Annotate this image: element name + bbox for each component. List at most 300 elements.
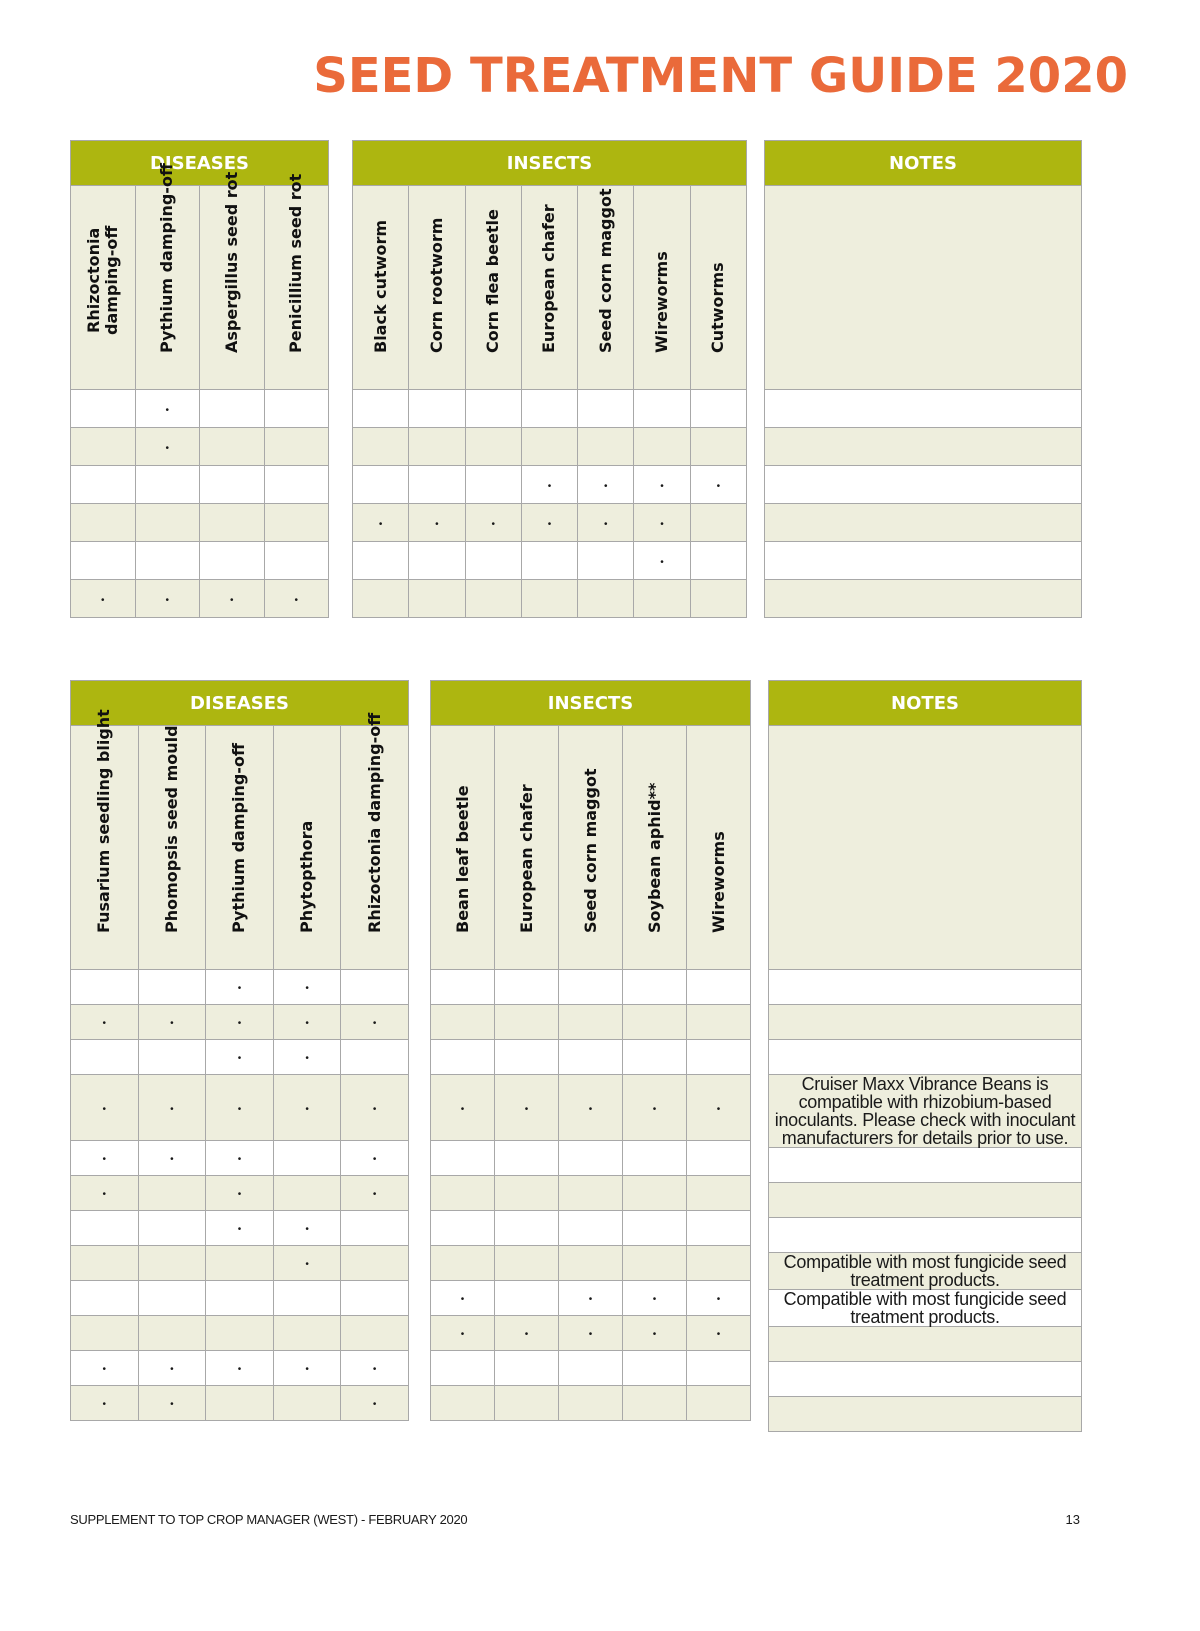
empty-cell xyxy=(71,542,136,580)
table-row xyxy=(431,1075,751,1141)
empty-cell xyxy=(495,1176,559,1211)
empty-cell xyxy=(71,504,136,542)
column-label: Cutworms xyxy=(708,262,728,353)
checkmark-cell xyxy=(578,504,634,542)
bullet-icon xyxy=(165,397,169,417)
empty-cell xyxy=(138,1040,206,1075)
empty-cell xyxy=(690,580,746,618)
table-row xyxy=(769,1148,1082,1183)
bullet-icon xyxy=(589,1286,593,1306)
checkmark-cell xyxy=(578,466,634,504)
empty-cell xyxy=(495,1351,559,1386)
checkmark-cell xyxy=(206,1005,274,1040)
empty-cell xyxy=(495,1281,559,1316)
empty-cell xyxy=(465,466,521,504)
bullet-icon xyxy=(238,1045,242,1065)
checkmark-cell xyxy=(206,1211,274,1246)
empty-cell xyxy=(431,970,495,1005)
bullet-icon xyxy=(717,473,721,493)
bullet-icon xyxy=(717,1286,721,1306)
bullet-icon xyxy=(717,1096,721,1116)
top-notes-header: NOTES xyxy=(765,141,1082,186)
checkmark-cell xyxy=(135,580,200,618)
bullet-icon xyxy=(103,1356,107,1376)
table-row xyxy=(765,504,1082,542)
table-row xyxy=(769,1218,1082,1253)
checkmark-cell xyxy=(341,1386,409,1421)
table-row xyxy=(765,428,1082,466)
empty-cell xyxy=(623,1005,687,1040)
empty-cell xyxy=(353,580,409,618)
column-header xyxy=(138,726,206,970)
column-header xyxy=(559,726,623,970)
empty-cell xyxy=(578,542,634,580)
empty-cell xyxy=(578,390,634,428)
empty-cell xyxy=(71,466,136,504)
bullet-icon xyxy=(103,1146,107,1166)
bullet-icon xyxy=(170,1356,174,1376)
table-row xyxy=(71,1281,409,1316)
table-row xyxy=(765,542,1082,580)
empty-cell xyxy=(264,542,329,580)
bullet-icon xyxy=(238,1216,242,1236)
checkmark-cell xyxy=(206,970,274,1005)
bullet-icon xyxy=(525,1096,529,1116)
empty-cell xyxy=(521,390,577,428)
bullet-icon xyxy=(305,1251,309,1271)
empty-cell xyxy=(135,504,200,542)
checkmark-cell xyxy=(623,1281,687,1316)
checkmark-cell xyxy=(559,1316,623,1351)
table-row xyxy=(431,1281,751,1316)
bullet-icon xyxy=(548,473,552,493)
table-row xyxy=(431,1386,751,1421)
empty-cell xyxy=(264,428,329,466)
table-row xyxy=(71,1246,409,1281)
bullet-icon xyxy=(305,1356,309,1376)
checkmark-cell xyxy=(687,1075,751,1141)
empty-cell xyxy=(687,1141,751,1176)
empty-cell xyxy=(71,1040,139,1075)
note-cell xyxy=(765,428,1082,466)
table-row xyxy=(71,970,409,1005)
bullet-icon xyxy=(660,473,664,493)
empty-cell xyxy=(409,390,465,428)
table-row xyxy=(71,580,329,618)
bullet-icon xyxy=(294,587,298,607)
empty-cell xyxy=(623,970,687,1005)
checkmark-cell xyxy=(71,1141,139,1176)
table-row xyxy=(71,1005,409,1040)
table-row xyxy=(71,1040,409,1075)
empty-cell xyxy=(687,1211,751,1246)
checkmark-cell xyxy=(71,1351,139,1386)
note-cell xyxy=(765,390,1082,428)
empty-cell xyxy=(690,542,746,580)
bullet-icon xyxy=(660,549,664,569)
table-row xyxy=(71,542,329,580)
column-header xyxy=(71,709,139,970)
checkmark-cell xyxy=(341,1075,409,1141)
empty-cell xyxy=(71,1246,139,1281)
empty-cell xyxy=(431,1386,495,1421)
bullet-icon xyxy=(238,1146,242,1166)
checkmark-cell xyxy=(273,1351,341,1386)
table-row xyxy=(765,466,1082,504)
empty-cell xyxy=(465,428,521,466)
note-cell xyxy=(769,1218,1082,1253)
empty-cell xyxy=(690,428,746,466)
column-header xyxy=(431,726,495,970)
checkmark-cell xyxy=(71,1176,139,1211)
checkmark-cell xyxy=(206,1075,274,1141)
checkmark-cell xyxy=(71,1075,139,1141)
column-label: Aspergillus seed rot xyxy=(221,171,241,353)
table-row xyxy=(765,390,1082,428)
bullet-icon xyxy=(101,587,105,607)
bullet-icon xyxy=(165,435,169,455)
checkmark-cell xyxy=(273,970,341,1005)
bullet-icon xyxy=(660,511,664,531)
bullet-icon xyxy=(589,1096,593,1116)
empty-cell xyxy=(273,1316,341,1351)
checkmark-cell xyxy=(495,1075,559,1141)
top-notes-table xyxy=(764,140,1082,618)
empty-cell xyxy=(623,1211,687,1246)
empty-cell xyxy=(623,1246,687,1281)
bullet-icon xyxy=(373,1356,377,1376)
empty-cell xyxy=(135,542,200,580)
table-row xyxy=(769,1362,1082,1397)
column-label: Rhizoctonia damping-off xyxy=(364,712,384,933)
checkmark-cell xyxy=(273,1246,341,1281)
empty-cell xyxy=(273,1386,341,1421)
checkmark-cell xyxy=(341,1005,409,1040)
column-label: European chafer xyxy=(516,784,536,933)
column-label: Wireworms xyxy=(652,251,672,353)
checkmark-cell xyxy=(135,428,200,466)
empty-cell xyxy=(71,1211,139,1246)
column-header xyxy=(409,186,465,390)
empty-cell xyxy=(200,466,265,504)
empty-cell xyxy=(431,1141,495,1176)
empty-cell xyxy=(578,580,634,618)
column-label: Rhizoctonia damping-off xyxy=(83,225,121,335)
table-row xyxy=(769,1290,1082,1327)
empty-cell xyxy=(264,504,329,542)
note-cell xyxy=(769,1005,1082,1040)
column-header xyxy=(353,186,409,390)
top-insects-table xyxy=(352,140,747,618)
column-label: Corn rootworm xyxy=(426,217,446,353)
empty-cell xyxy=(687,1246,751,1281)
empty-cell xyxy=(559,1040,623,1075)
checkmark-cell xyxy=(273,1075,341,1141)
empty-cell xyxy=(353,542,409,580)
bullet-icon xyxy=(461,1321,465,1341)
top-insects-header: INSECTS xyxy=(353,141,747,186)
column-label: Wireworms xyxy=(708,831,728,933)
checkmark-cell xyxy=(559,1281,623,1316)
bullet-icon xyxy=(170,1096,174,1116)
table-row xyxy=(431,1005,751,1040)
bullet-icon xyxy=(103,1181,107,1201)
bullet-icon xyxy=(170,1391,174,1411)
empty-cell xyxy=(623,1351,687,1386)
empty-cell xyxy=(521,580,577,618)
empty-cell xyxy=(465,542,521,580)
note-cell xyxy=(769,1397,1082,1432)
empty-cell xyxy=(559,1176,623,1211)
empty-cell xyxy=(71,970,139,1005)
checkmark-cell xyxy=(521,504,577,542)
checkmark-cell xyxy=(138,1386,206,1421)
empty-cell xyxy=(634,428,690,466)
note-cell xyxy=(765,542,1082,580)
bullet-icon xyxy=(238,1096,242,1116)
checkmark-cell xyxy=(200,580,265,618)
checkmark-cell xyxy=(138,1075,206,1141)
table-row xyxy=(431,1211,751,1246)
notes-column-header xyxy=(765,186,1082,390)
column-label: Penicillium seed rot xyxy=(286,173,306,353)
bullet-icon xyxy=(604,473,608,493)
checkmark-cell xyxy=(623,1075,687,1141)
bullet-icon xyxy=(589,1321,593,1341)
empty-cell xyxy=(431,1211,495,1246)
checkmark-cell xyxy=(71,580,136,618)
empty-cell xyxy=(341,1211,409,1246)
checkmark-cell xyxy=(138,1141,206,1176)
bullet-icon xyxy=(373,1146,377,1166)
bottom-notes-table xyxy=(768,680,1082,1432)
empty-cell xyxy=(138,1246,206,1281)
checkmark-cell xyxy=(495,1316,559,1351)
checkmark-cell xyxy=(138,1351,206,1386)
table-row xyxy=(769,970,1082,1005)
footer-page-number: 13 xyxy=(1065,1512,1080,1527)
checkmark-cell xyxy=(273,1040,341,1075)
table-row xyxy=(353,580,747,618)
empty-cell xyxy=(264,466,329,504)
table-row xyxy=(71,1386,409,1421)
notes-column-header xyxy=(769,726,1082,970)
checkmark-cell xyxy=(559,1075,623,1141)
checkmark-cell xyxy=(431,1316,495,1351)
table-row xyxy=(353,390,747,428)
empty-cell xyxy=(71,428,136,466)
bullet-icon xyxy=(305,1216,309,1236)
table-row xyxy=(71,504,329,542)
bullet-icon xyxy=(165,587,169,607)
empty-cell xyxy=(138,1176,206,1211)
checkmark-cell xyxy=(71,1005,139,1040)
checkmark-cell xyxy=(341,1351,409,1386)
column-header xyxy=(200,171,265,390)
column-label: Phomopsis seed mould xyxy=(161,725,181,933)
checkmark-cell xyxy=(690,466,746,504)
bullet-icon xyxy=(238,1010,242,1030)
empty-cell xyxy=(687,1040,751,1075)
empty-cell xyxy=(341,1281,409,1316)
empty-cell xyxy=(409,428,465,466)
empty-cell xyxy=(623,1176,687,1211)
table-row xyxy=(431,1351,751,1386)
empty-cell xyxy=(465,580,521,618)
bullet-icon xyxy=(305,1010,309,1030)
column-label: Black cutworm xyxy=(370,219,390,353)
column-label: Bean leaf beetle xyxy=(452,785,472,933)
table-row xyxy=(71,1211,409,1246)
empty-cell xyxy=(341,1040,409,1075)
table-row xyxy=(71,1176,409,1211)
empty-cell xyxy=(206,1316,274,1351)
column-header xyxy=(465,186,521,390)
top-diseases-header: DISEASES xyxy=(71,141,329,186)
empty-cell xyxy=(559,1005,623,1040)
empty-cell xyxy=(409,542,465,580)
checkmark-cell xyxy=(273,1005,341,1040)
bullet-icon xyxy=(103,1010,107,1030)
empty-cell xyxy=(341,1316,409,1351)
empty-cell xyxy=(623,1386,687,1421)
bullet-icon xyxy=(170,1146,174,1166)
empty-cell xyxy=(273,1176,341,1211)
checkmark-cell xyxy=(431,1281,495,1316)
empty-cell xyxy=(138,970,206,1005)
table-row xyxy=(71,466,329,504)
bullet-icon xyxy=(491,511,495,531)
note-cell: Compatible with most fungicide seed treatment products. xyxy=(769,1290,1082,1327)
checkmark-cell xyxy=(521,466,577,504)
table-row xyxy=(71,390,329,428)
empty-cell xyxy=(495,1005,559,1040)
empty-cell xyxy=(200,542,265,580)
empty-cell xyxy=(200,504,265,542)
table-row xyxy=(353,542,747,580)
table-row xyxy=(431,1176,751,1211)
note-cell xyxy=(769,1183,1082,1218)
bullet-icon xyxy=(238,1181,242,1201)
empty-cell xyxy=(559,1386,623,1421)
column-label: Pythium damping-off xyxy=(157,163,177,353)
bullet-icon xyxy=(717,1321,721,1341)
checkmark-cell xyxy=(634,504,690,542)
empty-cell xyxy=(623,1040,687,1075)
table-row xyxy=(431,1141,751,1176)
table-row xyxy=(71,1351,409,1386)
bottom-diseases-table xyxy=(70,680,409,1421)
empty-cell xyxy=(687,1351,751,1386)
column-header xyxy=(578,186,634,390)
empty-cell xyxy=(138,1281,206,1316)
column-label: Soybean aphid** xyxy=(644,782,664,933)
empty-cell xyxy=(521,428,577,466)
empty-cell xyxy=(206,1246,274,1281)
bottom-insects-header: INSECTS xyxy=(431,681,751,726)
bullet-icon xyxy=(305,1096,309,1116)
table-row xyxy=(353,504,747,542)
empty-cell xyxy=(409,580,465,618)
column-header xyxy=(687,726,751,970)
empty-cell xyxy=(353,466,409,504)
empty-cell xyxy=(341,1246,409,1281)
note-cell xyxy=(765,466,1082,504)
checkmark-cell xyxy=(273,1211,341,1246)
checkmark-cell xyxy=(264,580,329,618)
bullet-icon xyxy=(238,1356,242,1376)
checkmark-cell xyxy=(634,542,690,580)
footer-publication: SUPPLEMENT TO TOP CROP MANAGER (WEST) - FEBRUARY 2020 xyxy=(70,1512,468,1527)
checkmark-cell xyxy=(687,1281,751,1316)
empty-cell xyxy=(690,504,746,542)
bullet-icon xyxy=(170,1010,174,1030)
table-row xyxy=(71,1075,409,1141)
empty-cell xyxy=(71,1281,139,1316)
column-header xyxy=(634,186,690,390)
column-header xyxy=(135,163,200,390)
empty-cell xyxy=(465,390,521,428)
note-cell xyxy=(769,1040,1082,1075)
column-header xyxy=(341,712,409,970)
note-cell xyxy=(769,1362,1082,1397)
empty-cell xyxy=(200,428,265,466)
table-row xyxy=(769,1253,1082,1290)
column-label: Pythium damping-off xyxy=(229,743,249,933)
empty-cell xyxy=(495,1211,559,1246)
bullet-icon xyxy=(373,1010,377,1030)
note-cell: Compatible with most fungicide seed treatment products. xyxy=(769,1253,1082,1290)
bottom-diseases-header: DISEASES xyxy=(71,681,409,726)
bullet-icon xyxy=(461,1286,465,1306)
empty-cell xyxy=(206,1281,274,1316)
checkmark-cell xyxy=(206,1351,274,1386)
empty-cell xyxy=(431,1040,495,1075)
bullet-icon xyxy=(103,1096,107,1116)
empty-cell xyxy=(521,542,577,580)
table-row xyxy=(71,428,329,466)
checkmark-cell xyxy=(465,504,521,542)
empty-cell xyxy=(138,1316,206,1351)
table-row xyxy=(765,580,1082,618)
column-header xyxy=(690,186,746,390)
empty-cell xyxy=(559,1211,623,1246)
checkmark-cell xyxy=(623,1316,687,1351)
table-row xyxy=(769,1397,1082,1432)
bullet-icon xyxy=(653,1096,657,1116)
column-label: Fusarium seedling blight xyxy=(94,709,114,933)
table-row xyxy=(431,1040,751,1075)
table-row xyxy=(431,970,751,1005)
checkmark-cell xyxy=(353,504,409,542)
empty-cell xyxy=(409,466,465,504)
table-row xyxy=(769,1327,1082,1362)
bottom-notes-header: NOTES xyxy=(769,681,1082,726)
bullet-icon xyxy=(373,1181,377,1201)
bullet-icon xyxy=(525,1321,529,1341)
column-header xyxy=(623,726,687,970)
empty-cell xyxy=(634,390,690,428)
empty-cell xyxy=(341,970,409,1005)
empty-cell xyxy=(634,580,690,618)
checkmark-cell xyxy=(634,466,690,504)
bullet-icon xyxy=(238,975,242,995)
empty-cell xyxy=(687,1005,751,1040)
column-label: Phytopthora xyxy=(297,820,317,933)
checkmark-cell xyxy=(431,1075,495,1141)
empty-cell xyxy=(578,428,634,466)
empty-cell xyxy=(200,390,265,428)
